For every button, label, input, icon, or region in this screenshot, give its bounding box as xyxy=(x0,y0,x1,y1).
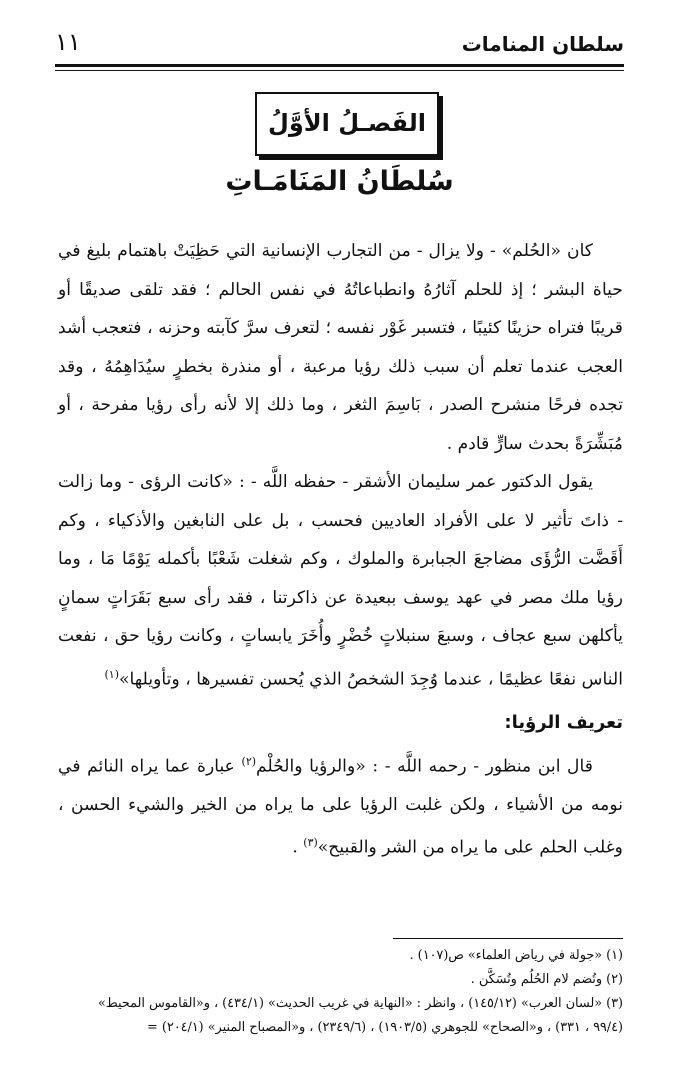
paragraph-2 xyxy=(58,463,623,699)
paragraph-1: كان «الحُلم» - ولا يزال - من التجارب الإنسانية التي حَظِيَتْ باهتمام بليغ في حياة البشر ؛ إذ للحلم آثارُهُ وانطباعاتُهُ في نفس الحالم ؛ فقد تلقى صديقًا أو قريبًا فتراه حزينًا كئيبًا ، فتسبر غَوْر نفسه ؛ لتعرف سرَّ كآبته وحزنه ، فتعجب أشد العجب عندما تعلم أن سبب ذلك رؤيا مرعبة ، أو منذرة بخطرٍ سيُدَاهِمُهُ ، وقد تجده فرحًا منشرح الصدر ، بَاسِمَ الثغر ، وما ذلك إلا لأنه رأى رؤيا مفرحة ، أو مُبَشِّرَةً بحدث سارٍّ قادم . xyxy=(58,241,623,454)
footnote-3: (٣) «لسان العرب» (١٤٥/١٢) ، وانظر : «النهاية في غريب الحديث» (٤٣٤/١) ، و«القاموس المحيط» xyxy=(97,996,623,1011)
subheading: تعريف الرؤيا: xyxy=(504,711,623,733)
footnote-ref-2: (٢) xyxy=(241,754,257,768)
paragraph-3-end: . xyxy=(292,838,304,859)
footnote-ref-3: (٣) xyxy=(303,836,318,850)
paragraph-3-text-a: قال ابن منظور - رحمه اللَّه - : «والرؤيا والحُلْم xyxy=(256,756,593,777)
section-title: سُلطَانُ المَنَامَـاتِ xyxy=(225,166,454,197)
page-number: ١١ xyxy=(55,28,81,56)
header-rule-thick xyxy=(55,64,624,67)
footnotes xyxy=(58,944,623,1040)
paragraph-3-text-b: عبارة عما يراه النائم في نومه من الأشياء ، ولكن غلبت الرؤيا على ما يراه من الخير والشيء الحسن ، وغلب الحلم على ما يراه من الشر والقبيح» xyxy=(58,756,623,859)
footnote-3-continued: (٩٩/٤ ، ٣٣١) ، و«الصحاح» للجوهري (١٩٠٣/٥) ، (٢٣٤٩/٦) ، و«المصباح المنير» (٢٠٤/١) = xyxy=(147,1020,623,1035)
paragraph-2-text: يقول الدكتور عمر سليمان الأشقر - حفظه اللَّه - : «كانت الرؤى - وما زالت - ذاتَ تأثير لا على الأفراد العاديين فحسب ، بل على النابغين والأذكياء ، وكم أَقَضَّت الرُّؤَى مضاجعَ الجبابرة والملوك ، وكم شغلت شَعْبًا بأكمله يَوْمًا مَا ، وما رؤيا ملك مصر في عهد يوسف ببعيدة عن ذاكرتنا ، فقد رأى سبع بَقَرَاتٍ سمانٍ يأكلهن سبع عجاف ، وسبعَ سنبلاتٍ خُضْرٍ وأُخَرَ يابساتٍ ، وكانت رؤيا حق ، نفعت الناس نفعًا عظيمًا ، عندما وُجِدَ الشخصُ الذي يُحسن تفسيرها ، وتأويلها» xyxy=(58,472,623,690)
footnote-rule xyxy=(393,938,623,939)
footnote-2: (٢) وتُضم لام الحُلُم وتُسَكَّن . xyxy=(470,972,623,987)
header-rule-thin xyxy=(55,70,624,71)
footnote-1: (١) «جولة في رياض العلماء» ص(١٠٧) . xyxy=(409,948,623,963)
body-text xyxy=(58,232,623,868)
chapter-title: الفَصـلُ الأوَّلُ xyxy=(268,109,426,137)
running-title: سلطان المنامات xyxy=(461,32,624,56)
paragraph-3 xyxy=(58,743,623,868)
page-header xyxy=(55,28,624,58)
chapter-title-box xyxy=(255,92,439,156)
footnote-ref-1: (١) xyxy=(104,667,119,681)
